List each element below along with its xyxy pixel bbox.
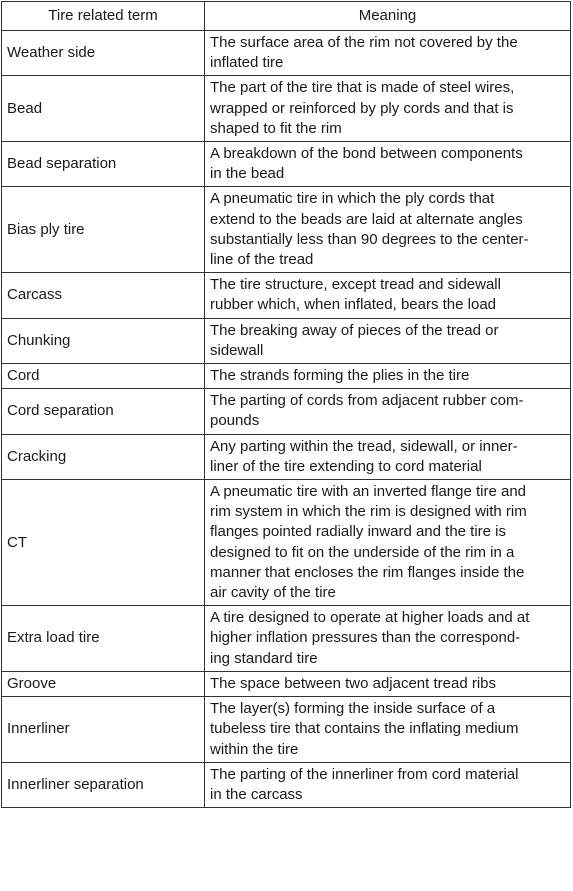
meaning-line: air cavity of the tire	[210, 584, 336, 602]
meaning-cell	[205, 697, 571, 763]
meaning-line: tubeless tire that contains the inflating medium	[210, 720, 519, 738]
meaning-line: pounds	[210, 412, 260, 430]
meaning-line: in the bead	[210, 165, 285, 183]
meaning-line: A breakdown of the bond between components	[210, 145, 523, 163]
meaning-line: substantially less than 90 degrees to the center-	[210, 230, 529, 248]
meaning-line: The parting of the innerliner from cord material	[210, 765, 519, 783]
meaning-line: A pneumatic tire with an inverted flange tire and	[210, 483, 527, 501]
table-row	[2, 31, 571, 76]
term-cell: Bead separation	[2, 142, 205, 187]
table-row	[2, 318, 571, 363]
table-row	[2, 606, 571, 672]
meaning-line: A pneumatic tire in which the ply cords that	[210, 190, 495, 208]
meaning-line: The surface area of the rim not covered by the	[210, 34, 518, 51]
meaning-line: inflated tire	[210, 54, 284, 72]
meaning-cell	[205, 142, 571, 187]
header-meaning: Meaning	[205, 2, 571, 31]
term-cell: Weather side	[2, 31, 205, 76]
table-body	[2, 31, 571, 808]
term-cell: Groove	[2, 671, 205, 696]
meaning-line: designed to fit on the underside of the rim in a	[210, 543, 515, 561]
meaning-cell	[205, 606, 571, 672]
table-row	[2, 273, 571, 318]
meaning-line: liner of the tire extending to cord material	[210, 457, 482, 475]
meaning-cell	[205, 480, 571, 606]
table-row	[2, 762, 571, 807]
term-cell: Innerliner separation	[2, 762, 205, 807]
meaning-line: Any parting within the tread, sidewall, or inner-	[210, 437, 518, 455]
term-cell: Extra load tire	[2, 606, 205, 672]
meaning-line: The parting of cords from adjacent rubber com-	[210, 392, 524, 410]
table-row	[2, 364, 571, 389]
term-cell: Bias ply tire	[2, 187, 205, 273]
meaning-line: in the carcass	[210, 785, 303, 803]
meaning-line: shaped to fit the rim	[210, 119, 342, 137]
meaning-cell	[205, 273, 571, 318]
meaning-line: flanges pointed radially inward and the tire is	[210, 523, 507, 541]
meaning-cell	[205, 671, 571, 696]
table-row	[2, 480, 571, 606]
meaning-cell	[205, 76, 571, 142]
meaning-line: line of the tread	[210, 251, 314, 269]
tire-terms-table	[1, 1, 571, 808]
table-row	[2, 697, 571, 763]
meaning-line: The part of the tire that is made of steel wires,	[210, 79, 515, 97]
header-term: Tire related term	[2, 2, 205, 31]
term-cell: Cord	[2, 364, 205, 389]
meaning-line: ing standard tire	[210, 649, 318, 667]
table-row	[2, 434, 571, 479]
term-cell: Bead	[2, 76, 205, 142]
header-row	[2, 2, 571, 31]
meaning-line: A tire designed to operate at higher loads and at	[210, 609, 530, 627]
meaning-cell	[205, 364, 571, 389]
table-header	[2, 2, 571, 31]
meaning-line: sidewall	[210, 341, 264, 359]
meaning-line: within the tire	[210, 740, 299, 758]
term-cell: CT	[2, 480, 205, 606]
meaning-line: extend to the beads are laid at alternate angles	[210, 210, 523, 228]
meaning-line: higher inflation pressures than the correspond-	[210, 629, 521, 647]
meaning-line: wrapped or reinforced by ply cords and that is	[210, 99, 514, 117]
meaning-cell	[205, 187, 571, 273]
table-row	[2, 187, 571, 273]
meaning-line: rim system in which the rim is designed with rim	[210, 503, 527, 521]
meaning-line: rubber which, when inflated, bears the load	[210, 296, 497, 314]
term-cell: Carcass	[2, 273, 205, 318]
meaning-cell	[205, 318, 571, 363]
meaning-cell	[205, 762, 571, 807]
table-row	[2, 671, 571, 696]
meaning-cell	[205, 389, 571, 434]
term-cell: Cord separation	[2, 389, 205, 434]
meaning-line: The strands forming the plies in the tire	[210, 367, 470, 385]
meaning-cell	[205, 31, 571, 76]
meaning-line: The space between two adjacent tread ribs	[210, 674, 497, 692]
term-cell: Chunking	[2, 318, 205, 363]
table-row	[2, 76, 571, 142]
term-cell: Innerliner	[2, 697, 205, 763]
meaning-line: The breaking away of pieces of the tread or	[210, 321, 499, 339]
meaning-cell	[205, 434, 571, 479]
table-row	[2, 142, 571, 187]
table-row	[2, 389, 571, 434]
meaning-line: The tire structure, except tread and sidewall	[210, 276, 501, 294]
meaning-line: manner that encloses the rim flanges inside the	[210, 563, 525, 581]
meaning-line: The layer(s) forming the inside surface of a	[210, 700, 496, 718]
term-cell: Cracking	[2, 434, 205, 479]
